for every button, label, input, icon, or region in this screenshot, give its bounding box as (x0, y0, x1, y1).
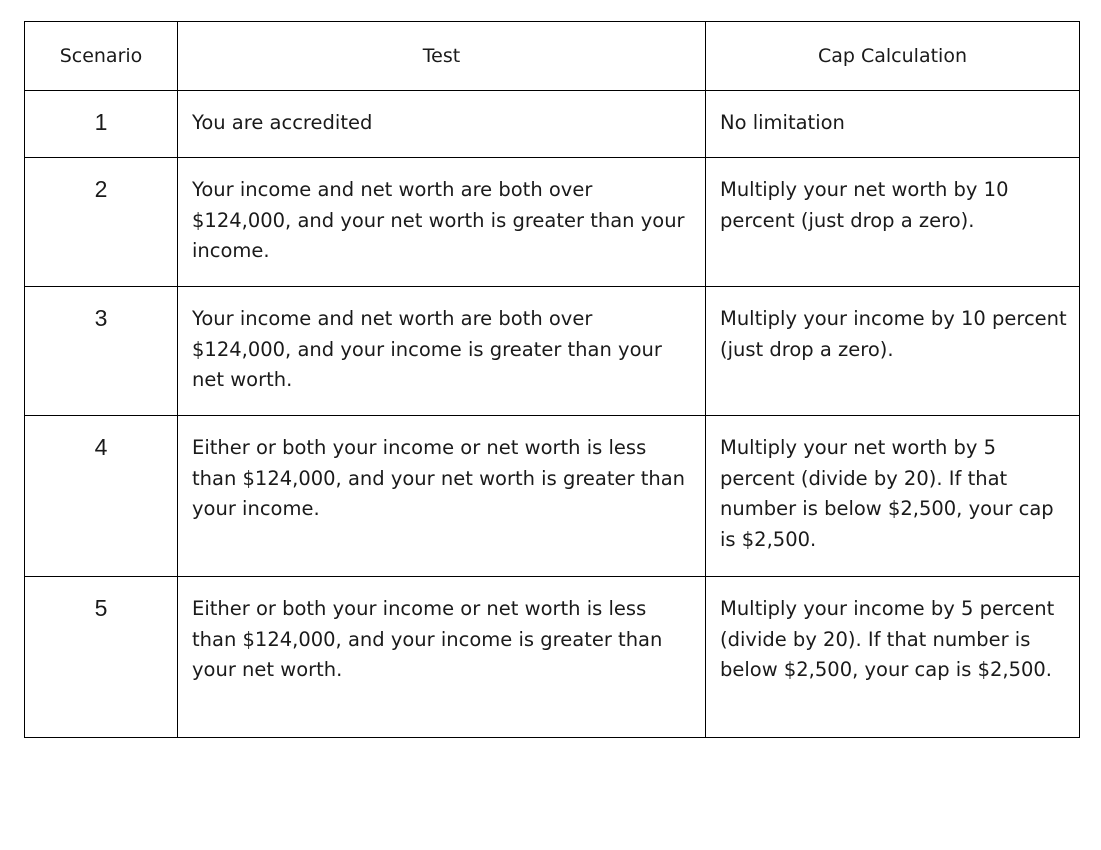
cap-table-container (24, 21, 1080, 738)
cap-calculation-cell: Multiply your net worth by 10 percent (just drop a zero). (706, 158, 1080, 287)
scenario-number: 5 (25, 577, 178, 738)
test-cell: You are accredited (178, 91, 706, 158)
scenario-number: 2 (25, 158, 178, 287)
test-cell: Your income and net worth are both over $124,000, and your net worth is greater than your income. (178, 158, 706, 287)
cap-calculation-cell: Multiply your income by 5 percent (divide by 20). If that number is below $2,500, your cap is $2,500. (706, 577, 1080, 738)
table-header (25, 22, 1080, 91)
investment-cap-table (24, 21, 1080, 738)
table-body (25, 91, 1080, 738)
cap-calculation-cell: Multiply your net worth by 5 percent (divide by 20). If that number is below $2,500, your cap is $2,500. (706, 416, 1080, 577)
table-row (25, 577, 1080, 738)
table-row (25, 158, 1080, 287)
table-row (25, 287, 1080, 416)
table-row (25, 91, 1080, 158)
scenario-number: 1 (25, 91, 178, 158)
test-cell: Your income and net worth are both over $124,000, and your income is greater than your net worth. (178, 287, 706, 416)
table-row (25, 416, 1080, 577)
cap-calculation-cell: Multiply your income by 10 percent (just drop a zero). (706, 287, 1080, 416)
cap-calculation-cell: No limitation (706, 91, 1080, 158)
header-cap-calculation: Cap Calculation (706, 22, 1080, 91)
scenario-number: 3 (25, 287, 178, 416)
header-row (25, 22, 1080, 91)
test-cell: Either or both your income or net worth is less than $124,000, and your income is greater than your net worth. (178, 577, 706, 738)
scenario-number: 4 (25, 416, 178, 577)
test-cell: Either or both your income or net worth is less than $124,000, and your net worth is greater than your income. (178, 416, 706, 577)
header-test: Test (178, 22, 706, 91)
header-scenario: Scenario (25, 22, 178, 91)
